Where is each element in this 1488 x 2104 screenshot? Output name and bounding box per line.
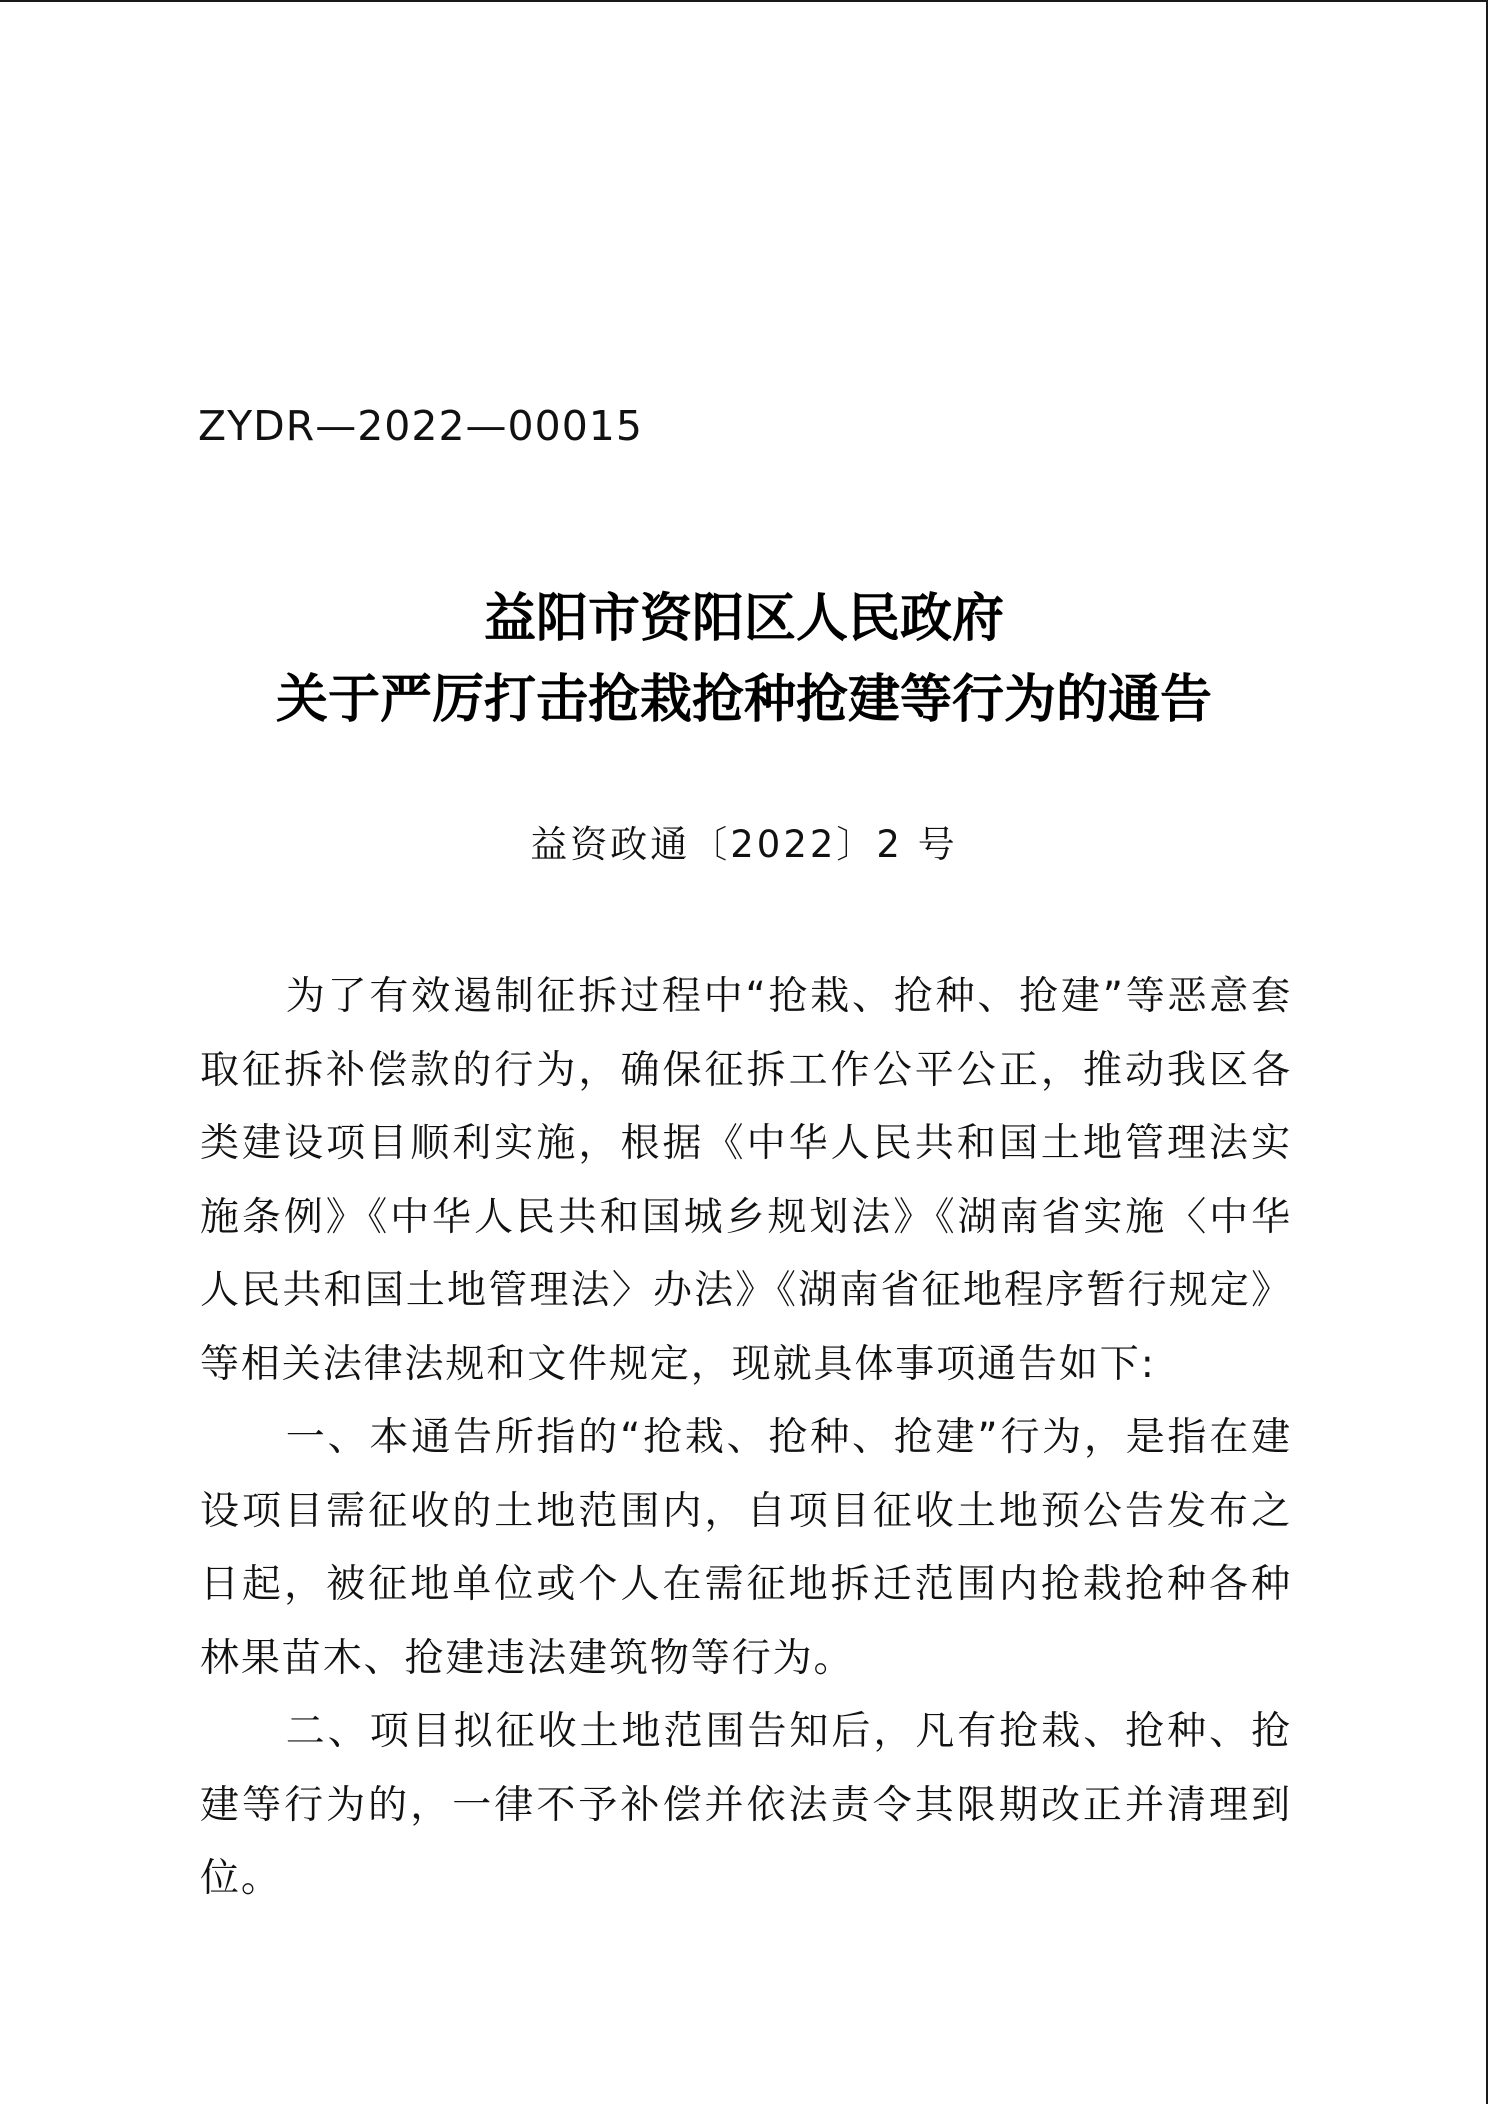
- document-number: 益资政通〔2022〕2 号: [530, 823, 958, 866]
- body-paragraph-item-1: 一、本通告所指的“抢栽、抢种、抢建”行为，是指在建设项目需征收的土地范围内，自项目征收土地预公告发布之日起，被征地单位或个人在需征地拆迁范围内抢栽抢种各种林果苗木、抢建违法建筑物等行为。: [200, 1415, 1292, 1681]
- document-body: [200, 960, 1292, 1916]
- body-paragraph-intro: 为了有效遏制征拆过程中“抢栽、抢种、抢建”等恶意套取征拆补偿款的行为，确保征拆工作公平公正，推动我区各类建设项目顺利实施，根据《中华人民共和国土地管理法实施条例》《中华人民共和国城乡规划法》《湖南省实施〈中华人民共和国土地管理法〉办法》《湖南省征地程序暂行规定》等相关法律法规和文件规定，现就具体事项通告如下:: [200, 974, 1292, 1387]
- document-title-line-1: 益阳市资阳区人民政府: [483, 588, 1004, 649]
- body-paragraph-item-2: 二、项目拟征收土地范围告知后，凡有抢栽、抢种、抢建等行为的，一律不予补偿并依法责令其限期改正并清理到位。: [200, 1709, 1292, 1901]
- document-code: ZYDR—2022—00015: [198, 402, 643, 450]
- document-title-line-2: 关于严厉打击抢栽抢种抢建等行为的通告: [275, 669, 1212, 730]
